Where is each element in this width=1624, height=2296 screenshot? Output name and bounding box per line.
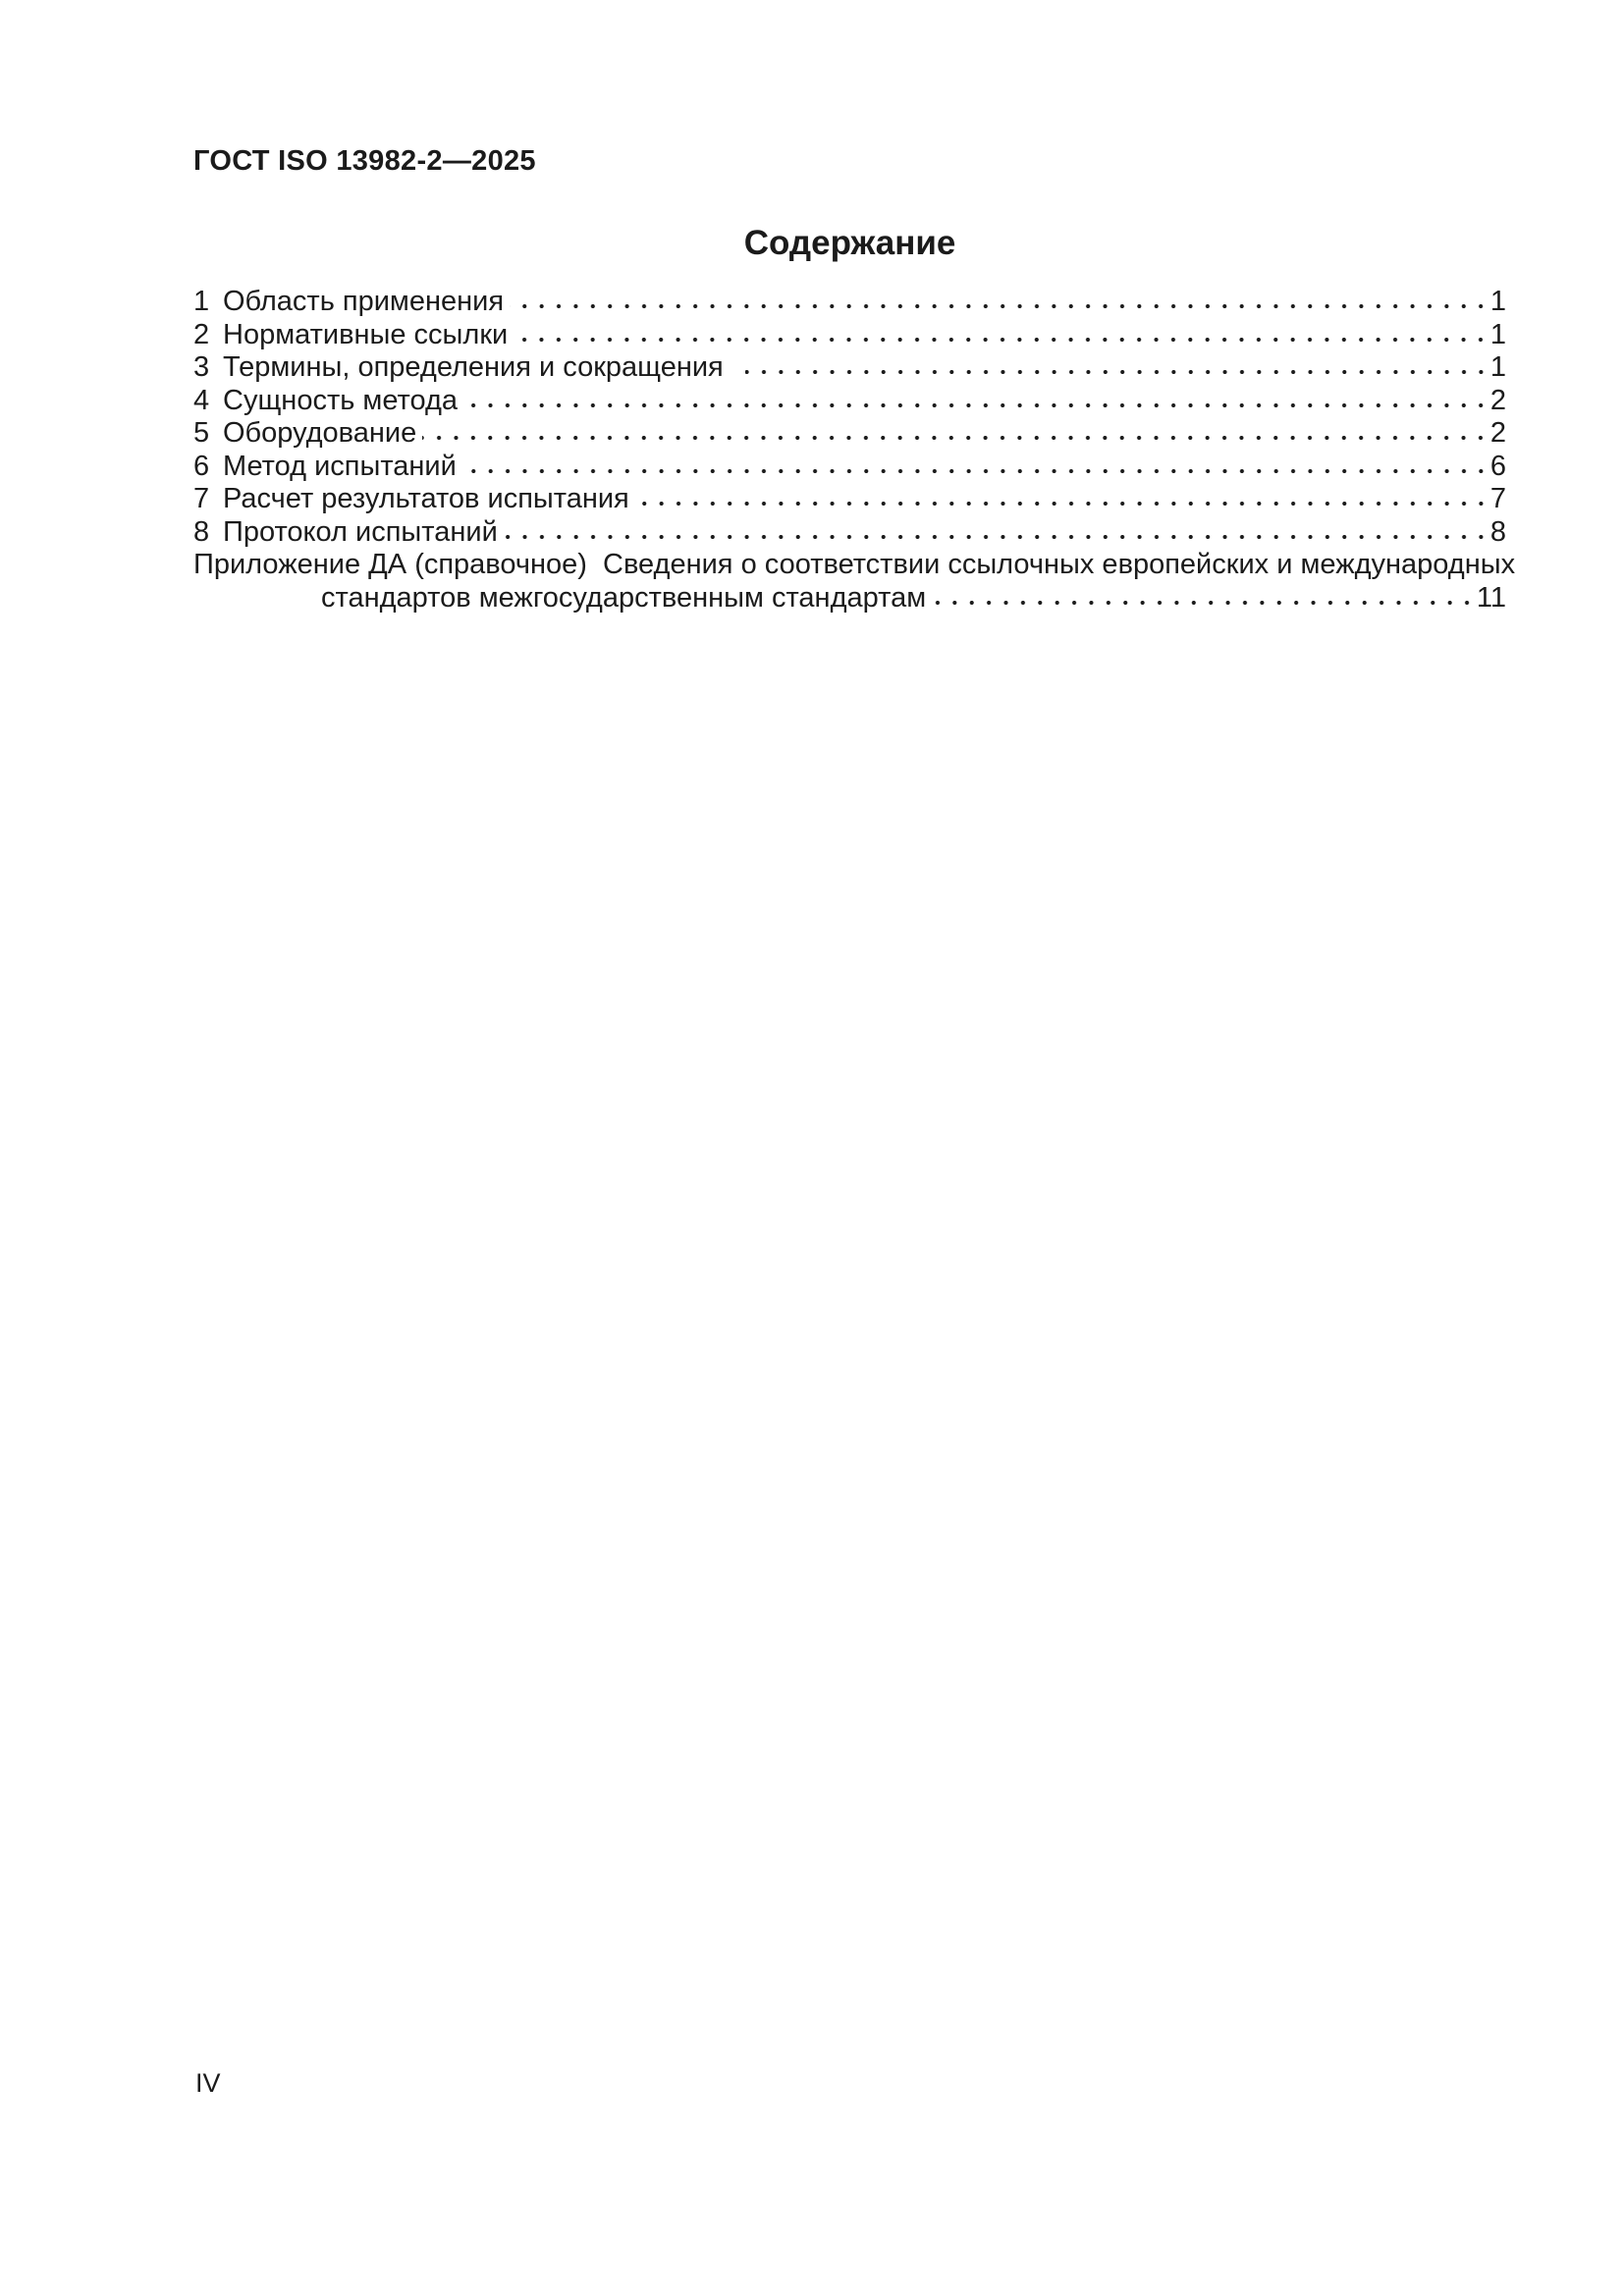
toc-entry: [193, 319, 1506, 352]
dot-leader: [504, 520, 1490, 541]
toc-appendix-line2: [193, 582, 1506, 615]
toc-entry-number: 1: [193, 286, 210, 317]
toc-entry-page: 1: [1489, 318, 1506, 350]
toc-entry-label: Нормативные ссылки: [223, 318, 509, 350]
toc-entry-page: 7: [1489, 483, 1506, 514]
page-title: Содержание: [743, 224, 956, 262]
toc-entry-label: Термины, определения и сокращения: [223, 351, 724, 383]
document-designation: ГОСТ ISO 13982-2—2025: [193, 145, 536, 177]
dot-leader: [462, 454, 1490, 475]
toc-entry: [193, 351, 1506, 385]
dot-leader: [932, 586, 1477, 607]
toc-entry: [193, 451, 1506, 484]
toc-entry-label: Протокол испытаний: [223, 515, 498, 548]
toc-entry: [193, 385, 1506, 418]
toc-entry: [193, 286, 1506, 319]
toc-entry-number: 6: [193, 450, 210, 482]
toc-entry-number: 5: [193, 417, 210, 449]
toc-appendix-line1: Приложение ДА (справочное) Сведения о соответствии ссылочных европейских и международных: [193, 549, 1516, 580]
folio-page-number: IV: [195, 2068, 221, 2098]
toc-entry-number: 2: [193, 318, 210, 350]
dot-leader: [745, 355, 1490, 376]
toc-entry-number: 4: [193, 384, 210, 416]
toc-entry: [193, 483, 1506, 516]
toc-entry-page: 1: [1489, 351, 1506, 383]
toc-entry-page: 6: [1489, 450, 1506, 482]
toc-entry-number: 3: [193, 351, 210, 383]
dot-leader: [514, 323, 1490, 344]
toc-entry-label: стандартов межгосударственным стандартам: [321, 581, 927, 614]
toc-entry-label: Метод испытаний: [223, 450, 457, 482]
toc-entry-number: 7: [193, 483, 210, 514]
dot-leader: [510, 290, 1490, 310]
toc-entry-number: 8: [193, 515, 210, 548]
toc-entry-page: 1: [1489, 286, 1506, 317]
toc-entry-page: 2: [1489, 417, 1506, 449]
toc-entry-label: Расчет результатов испытания: [223, 483, 629, 514]
toc-entry: [193, 417, 1506, 451]
toc-entry: [193, 516, 1506, 550]
toc-entry-label: Область применения: [223, 286, 505, 317]
dot-leader: [635, 487, 1490, 507]
toc-entry-label: Оборудование: [223, 417, 417, 449]
toc-entry-page: 11: [1476, 581, 1506, 614]
table-of-contents: [193, 286, 1516, 614]
toc-entry-label: Сущность метода: [223, 384, 458, 416]
toc-entry-page: 2: [1489, 384, 1506, 416]
dot-leader: [422, 421, 1490, 442]
toc-entry-page: 8: [1489, 515, 1506, 548]
dot-leader: [463, 389, 1490, 409]
